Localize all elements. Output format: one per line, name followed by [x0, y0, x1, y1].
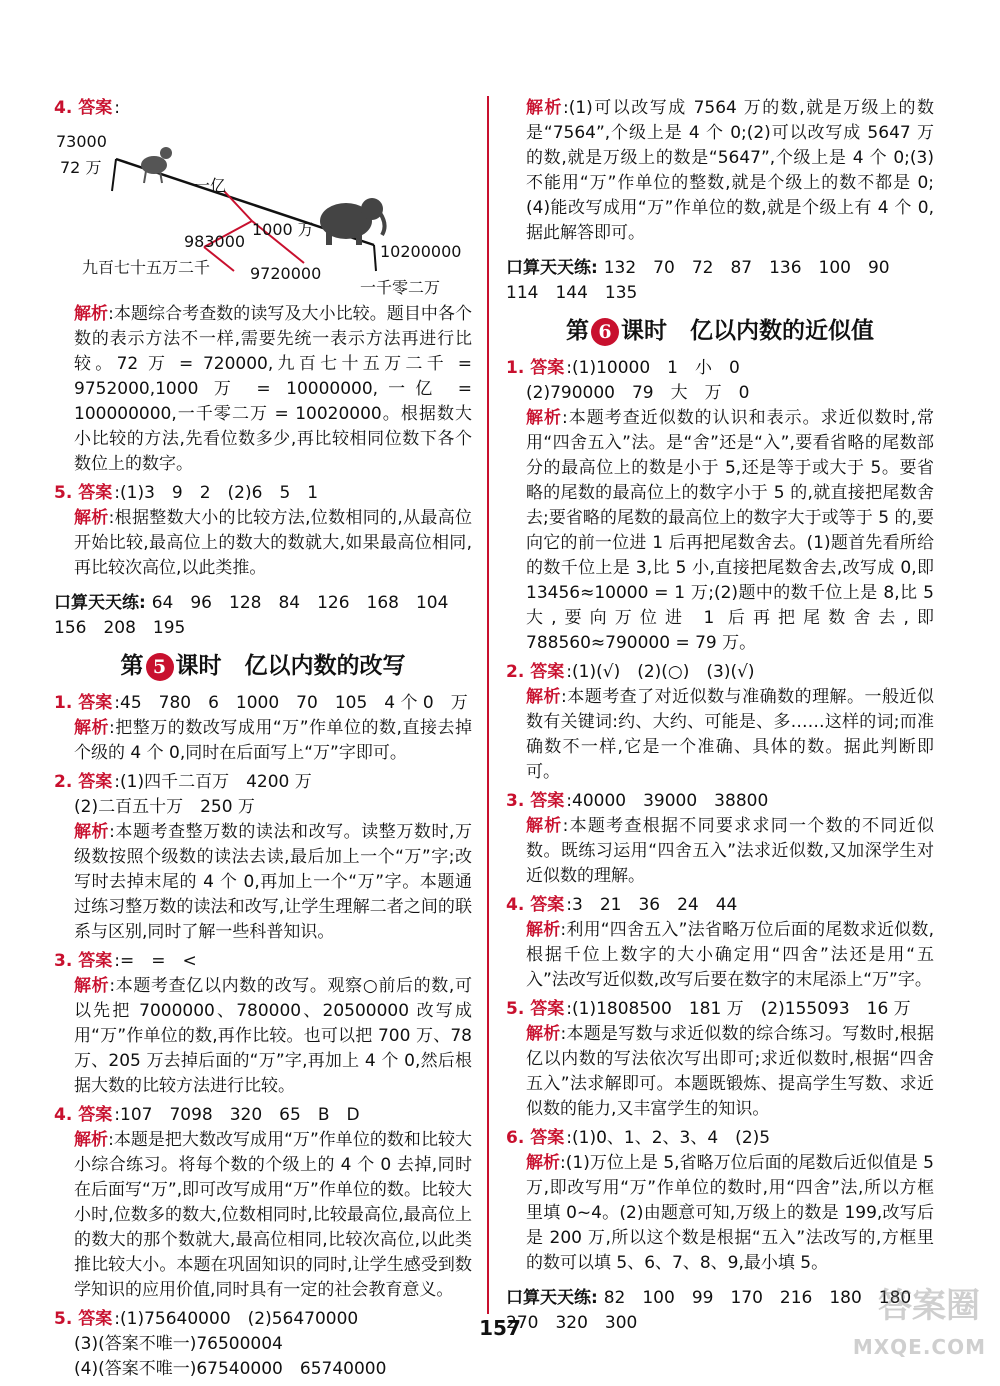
- answer-label: 答案: [78, 1309, 113, 1329]
- analysis: 解析:本题考查根据不同要求求同一个数的不同近似数。既练习运用“四舍五入”法求近似数,又加深学生对近似数的理解。: [526, 816, 935, 886]
- question-5: [54, 481, 472, 581]
- answer-label: 答案: [78, 693, 113, 713]
- lesson5-question-1: [54, 691, 472, 766]
- lesson6-question-2: [506, 660, 934, 785]
- question-number: 4.: [54, 98, 73, 118]
- answer-text: := = <: [114, 951, 197, 971]
- analysis: 解析:根据整数大小的比较方法,位数相同的,从最高位开始比较,最高位上的数大的数就大,如果最高位相同,再比较次高位,以此类推。: [74, 508, 472, 578]
- analysis: 解析:本题考查亿以内数的改写。观察○前后的数,可以先把 7000000、780000、20500000 改写成用“万”作单位的数,再作比较。也可以把 700 万、78 万、205 万去掉后面的“万”字,再加上 4 个 0,然后根据大数的比较方法进行比较。: [74, 976, 472, 1096]
- diagram-label: 1000 万: [252, 220, 314, 239]
- question-number: 2.: [54, 772, 73, 792]
- analysis: 解析:(1)可以改写成 7564 万的数,就是万级上的数是“7564”,个级上是 4 个 0;(2)可以改写成 5647 万的数,就是万级上的数是“5647”,个级上是 4 个 0;(3)不能用“万”作单位的整数,就是个级上的数不都是 0;(4)能改写成用“万”作单位的数,就是个级上有 4 个 0,据此解答即可。: [526, 98, 935, 243]
- question-number: 4.: [54, 1105, 73, 1125]
- page-number: 157: [479, 1316, 521, 1340]
- diagram-label: 9720000: [250, 264, 322, 283]
- lesson5-question-4: [54, 1103, 472, 1303]
- analysis: 解析:本题考查近似数的认识和表示。求近似数时,常用“四舍五入”法。是“舍”还是“入”,要看省略的尾数部分的最高位上的数是小于 5,还是等于或大于 5。要省略的尾数的最高位上的数字小于 5 的,就直接把尾数舍去;要省略的尾数的最高位上的数字大于或等于 5 的,要向它的前一位进 1 后再把尾数舍去。(1)题首先看所给的数千位上是 3,比 5 小,直接把尾数舍去,改写成 0,即 13456≈10000 = 1 万;(2)题中的数千位上是 8,比 5 大,要向万位进 1 后再把尾数舍去,即 788560≈790000 = 79 万。: [526, 408, 935, 653]
- answer-label: 答案: [530, 662, 565, 682]
- watermark-badge: 答案圈: [878, 1286, 980, 1326]
- watermark-logo: [836, 1286, 986, 1360]
- answer-text: :45 780 6 1000 70 105 4 个 0 万: [114, 693, 468, 713]
- analysis: 解析:(1)万位上是 5,省略万位后面的尾数后近似值是 5 万,即改写用“万”作单位的数时,用“四舍”法,所以方框里填 0~4。(2)由题意可知,万级上的数是 199,改写后是 200 万,所以这个数是根据“五入”法改写的,方框里的数可以填 5、6、7、8、9,最小填 5。: [526, 1153, 934, 1273]
- diagram-label: 一亿: [194, 176, 227, 195]
- analysis: 解析:本题考查了对近似数与准确数的理解。一般近似数有关键词:约、大约、可能是、多……这样的词;而准确数不一样,它是一个准确、具体的数。据此判断即可。: [526, 687, 935, 782]
- oral-calc-practice: 口算天天练: 64 96 128 84 126 168 104 156 208 195: [54, 593, 449, 638]
- answer-label: 答案: [78, 483, 113, 503]
- question-number: 6.: [506, 1128, 525, 1148]
- answer-text: :(1)3 9 2 (2)6 5 1: [114, 483, 319, 503]
- answer-label: 答案: [530, 358, 565, 378]
- lesson6-question-5: [506, 997, 934, 1122]
- question-number: 4.: [506, 895, 525, 915]
- answer-line: (3)(答案不唯一)76500004: [74, 1334, 283, 1354]
- question-number: 5.: [54, 483, 73, 503]
- answer-line: (2)二百五十万 250 万: [74, 797, 255, 817]
- answer-text: :(1)四千二百万 4200 万: [114, 772, 312, 792]
- analysis: 解析:利用“四舍五入”法省略万位后面的尾数求近似数,根据千位上数字的大小确定用“四舍”法还是用“五入”法改写近似数,改写后要在数字的末尾添上“万”字。: [526, 920, 934, 990]
- lesson6-question-4: [506, 893, 934, 993]
- analysis: 解析:把整万的数改写成用“万”作单位的数,直接去掉个级的 4 个 0,同时在后面写上“万”字即可。: [74, 718, 472, 763]
- question-number: 5.: [506, 999, 525, 1019]
- diagram-label: 73000: [56, 132, 107, 151]
- answer-text: :(1)10000 1 小 0: [566, 358, 740, 378]
- diagram-label: 983000: [184, 232, 246, 251]
- question-number: 1.: [506, 358, 525, 378]
- answer-text: :40000 39000 38800: [566, 791, 769, 811]
- lesson5-question-2: [54, 770, 472, 945]
- analysis: 解析:本题综合考查数的读写及大小比较。题目中各个数的表示方法不一样,需要先统一表示方法再进行比较。72 万 = 720000,九百七十五万二千 = 9752000,1000 万 = 10000000,一亿 = 100000000,一千零二万 = 10020000。根据数大小比较的方法,先看位数多少,再比较相同位数下各个数位上的数字。: [74, 304, 473, 474]
- question-number: 3.: [54, 951, 73, 971]
- answer-label: 答案: [530, 999, 565, 1019]
- analysis: 解析:本题是写数与求近似数的综合练习。写数时,根据亿以内数的写法依次写出即可;求近似数时,根据“四舍五入”法求解即可。本题既锻炼、提高学生写数、求近似数的能力,又丰富学生的知识。: [526, 1024, 935, 1119]
- watermark-site: MXQE.COM: [852, 1335, 986, 1359]
- question-4: [54, 96, 472, 477]
- answer-line: (4)(答案不唯一)67540000 65740000: [74, 1359, 387, 1379]
- oral-calc-practice: 口算天天练: 82 100 99 170 216 180 180 270 320 300: [506, 1288, 912, 1333]
- lesson6-question-1: [506, 356, 934, 656]
- question-number: 1.: [54, 693, 73, 713]
- analysis: 解析:本题是把大数改写成用“万”作单位的数和比较大小综合练习。将每个数的个级上的 4 个 0 去掉,同时在后面写“万”,即可改写成用“万”作单位的数。比较大小时,位数多的数大,位数相同时,比较最高位,最高位上的数大的那个数就大,最高位相同,比较次高位,以此类推比较大小。本题在巩固知识的同时,让学生感受到数学知识的应用价值,同时具有一定的社会教育意义。: [74, 1130, 472, 1300]
- question-number: 2.: [506, 662, 525, 682]
- answer-label: 答案: [530, 895, 565, 915]
- answer-label: 答案: [530, 791, 565, 811]
- answer-label: 答案: [78, 1105, 113, 1125]
- left-column: [54, 96, 472, 1386]
- diagram-label: 72 万: [60, 158, 102, 177]
- answer-text: :(1)1808500 181 万 (2)155093 16 万: [566, 999, 911, 1019]
- diagram-label: 一千零二万: [360, 278, 441, 297]
- answer-line: (2)790000 79 大 万 0: [526, 383, 750, 403]
- answer-text: :(1)(√) (2)(○) (3)(√): [566, 662, 755, 682]
- lesson-title: 第 5 课时 亿以内数的改写: [120, 652, 406, 679]
- question-number: 5.: [54, 1309, 73, 1329]
- right-column: [506, 96, 934, 1342]
- lesson6-question-3: [506, 789, 934, 889]
- answer-text: :3 21 36 24 44: [566, 895, 738, 915]
- answer-text: :107 7098 320 65 B D: [114, 1105, 360, 1125]
- answer-text: :(1)75640000 (2)56470000: [114, 1309, 359, 1329]
- goat-icon: [141, 147, 172, 183]
- oral-calc-practice: 口算天天练: 132 70 72 87 136 100 90 114 144 135: [506, 258, 890, 303]
- diagram-label: 10200000: [380, 242, 462, 261]
- answer-label: 答案: [78, 98, 113, 118]
- lesson-title: 第 6 课时 亿以内数的近似值: [566, 317, 874, 344]
- answer-label: 答案: [78, 951, 113, 971]
- lesson-number-badge: 6: [591, 318, 619, 346]
- seesaw-diagram: [54, 121, 472, 283]
- lesson6-question-6: [506, 1126, 934, 1276]
- answer-text: :(1)0、1、2、3、4 (2)5: [566, 1128, 771, 1148]
- answer-label: 答案: [530, 1128, 565, 1148]
- question-number: 3.: [506, 791, 525, 811]
- answer-text: :: [114, 98, 121, 118]
- analysis: 解析:本题考查整万数的读法和改写。读整万数时,万级数按照个级数的读法去读,最后加上一个“万”字;改写时去掉末尾的 4 个 0,再加上一个“万”字。本题通过练习整万数的读法和改写,让学生理解二者之间的联系与区别,同时了解一些科普知识。: [74, 822, 473, 942]
- answer-label: 答案: [78, 772, 113, 792]
- elephant-icon: [320, 198, 385, 245]
- lesson5-question-3: [54, 949, 472, 1099]
- lesson5-question-5-analysis: [506, 96, 934, 246]
- lesson-number-badge: 5: [146, 653, 174, 681]
- diagram-label: 九百七十五万二千: [82, 258, 211, 277]
